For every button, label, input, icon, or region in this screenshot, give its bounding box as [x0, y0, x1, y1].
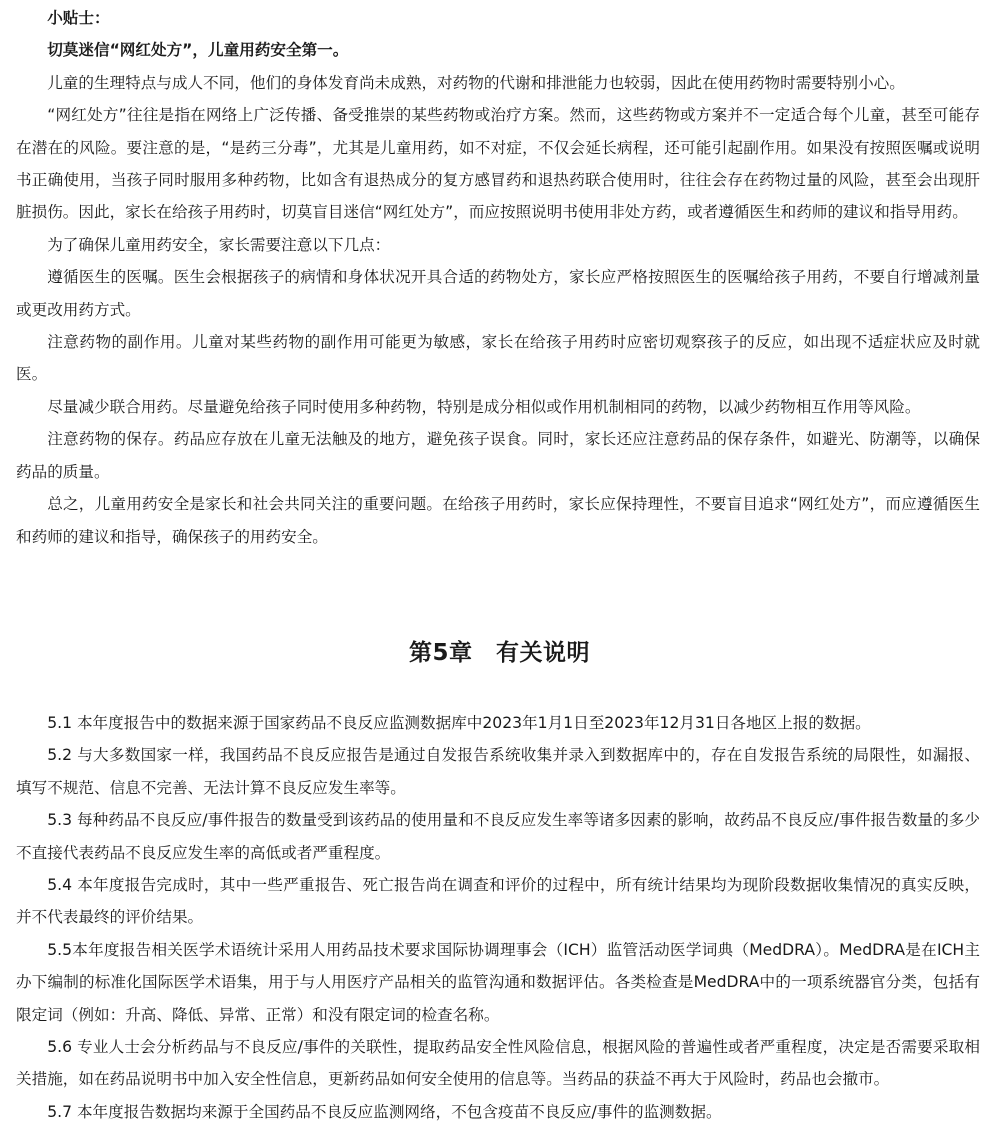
tips-paragraph: 遵循医生的医嘱。医生会根据孩子的病情和身体状况开具合适的药物处方，家长应严格按照医生的医嘱给孩子用药，不要自行增减剂量或更改用药方式。: [16, 268, 980, 319]
note-item: 5.6 专业人士会分析药品与不良反应/事件的关联性，提取药品安全性风险信息，根据风险的普遍性或者严重程度，决定是否需要采取相关措施，如在药品说明书中加入安全性信息，更新药品如何安全使用的信息等。当药品的获益不再大于风险时，药品也会撤市。: [16, 1038, 980, 1089]
chapter-title: 第5章 有关说明: [408, 640, 590, 666]
note-item: 5.4 本年度报告完成时，其中一些严重报告、死亡报告尚在调查和评价的过程中，所有统计结果均为现阶段数据收集情况的真实反映，并不代表最终的评价结果。: [16, 876, 980, 927]
note-item: 5.2 与大多数国家一样，我国药品不良反应报告是通过自发报告系统收集并录入到数据库中的，存在自发报告系统的局限性，如漏报、填写不规范、信息不完善、无法计算不良反应发生率等。: [16, 746, 980, 797]
notes-section: [16, 707, 980, 1128]
tips-paragraph: 注意药物的副作用。儿童对某些药物的副作用可能更为敏感，家长在给孩子用药时应密切观察孩子的反应，如出现不适症状应及时就医。: [16, 333, 980, 384]
tips-paragraph: 为了确保儿童用药安全，家长需要注意以下几点：: [47, 235, 391, 254]
tips-paragraph: 尽量减少联合用药。尽量避免给孩子同时使用多种药物，特别是成分相似或作用机制相同的药物，以减少药物相互作用等风险。: [47, 397, 921, 416]
note-item: 5.7 本年度报告数据均来源于全国药品不良反应监测网络，不包含疫苗不良反应/事件的监测数据。: [47, 1102, 722, 1121]
tips-paragraph: 总之，儿童用药安全是家长和社会共同关注的重要问题。在给孩子用药时，家长应保持理性，不要盲目追求“网红处方”，而应遵循医生和药师的建议和指导，确保孩子的用药安全。: [16, 495, 980, 546]
tips-paragraph: 儿童的生理特点与成人不同，他们的身体发育尚未成熟，对药物的代谢和排泄能力也较弱，因此在使用药物时需要特别小心。: [47, 73, 905, 92]
note-item: 5.5本年度报告相关医学术语统计采用人用药品技术要求国际协调理事会（ICH）监管活动医学词典（MedDRA）。MedDRA是在ICH主办下编制的标准化国际医学术语集，用于与人用医疗产品相关的监管沟通和数据评估。各类检查是MedDRA中的一项系统器官分类，包括有限定词（例如：升高、降低、异常、正常）和没有限定词的检查名称。: [16, 940, 980, 1024]
tips-paragraph: “网红处方”往往是指在网络上广泛传播、备受推崇的某些药物或治疗方案。然而，这些药物或方案并不一定适合每个儿童，甚至可能存在潜在的风险。要注意的是，“是药三分毒”，尤其是儿童用药，如不对症，不仅会延长病程，还可能引起副作用。如果没有按照医嘱或说明书正确使用，当孩子同时服用多种药物，比如含有退热成分的复方感冒药和退热药联合使用时，往往会存在药物过量的风险，甚至会出现肝脏损伤。因此，家长在给孩子用药时，切莫盲目迷信“网红处方”，而应按照说明书使用非处方药，或者遵循医生和药师的建议和指导用药。: [16, 106, 980, 222]
note-item: 5.3 每种药品不良反应/事件报告的数量受到该药品的使用量和不良反应发生率等诸多因素的影响，故药品不良反应/事件报告数量的多少不直接代表药品不良反应发生率的高低或者严重程度。: [16, 811, 980, 862]
note-item: 5.1 本年度报告中的数据来源于国家药品不良反应监测数据库中2023年1月1日至2023年12月31日各地区上报的数据。: [47, 714, 871, 732]
tips-section: [16, 2, 980, 553]
tips-paragraph: 注意药物的保存。药品应存放在儿童无法触及的地方，避免孩子误食。同时，家长还应注意药品的保存条件，如避光、防潮等，以确保药品的质量。: [16, 430, 980, 481]
tips-headline: 切莫迷信“网红处方”，儿童用药安全第一。: [47, 41, 349, 60]
tips-label: 小贴士：: [47, 9, 110, 27]
